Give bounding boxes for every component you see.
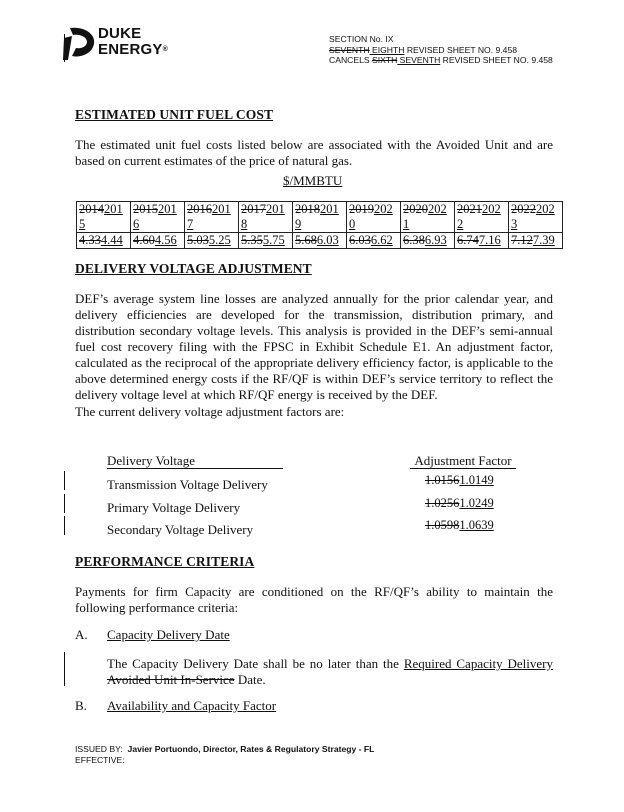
issued-by-value: Javier Portuondo, Director, Rates & Regulatory Strategy - FL xyxy=(127,744,375,754)
logo-line-2: ENERGY xyxy=(98,41,163,58)
cancels-sheet-line: CANCELS SIXTH SEVENTH REVISED SHEET NO. 9.458 xyxy=(329,55,553,65)
section-number: SECTION No. IX xyxy=(329,34,394,44)
fuel-cost-year-cell: 2020202 1 xyxy=(401,202,455,233)
fuel-cost-value-cell: 6.386.93 xyxy=(401,233,455,249)
fuel-cost-value-cell: 5.686.03 xyxy=(293,233,347,249)
fuel-cost-value-cell: 5.355.75 xyxy=(239,233,293,249)
voltage-col-factor-header: Adjustment Factor xyxy=(410,453,516,469)
voltage-row-factor: 1.02561.0249 xyxy=(425,496,494,510)
fuel-cost-year-cell: 2014201 5 xyxy=(77,202,131,233)
voltage-heading: DELIVERY VOLTAGE ADJUSTMENT xyxy=(75,261,312,276)
fuel-cost-year-cell: 2022202 3 xyxy=(509,202,563,233)
revised-sheet-line: SEVENTH EIGHTH REVISED SHEET NO. 9.458 xyxy=(329,44,518,55)
voltage-col-delivery-header: Delivery Voltage xyxy=(107,453,283,469)
fuel-cost-value-cell: 7.127.39 xyxy=(509,233,563,249)
fuel-cost-value-cell: 4.334.44 xyxy=(77,233,131,249)
fuel-cost-year-cell: 2018201 9 xyxy=(293,202,347,233)
item-a-text: The Capacity Delivery Date shall be no later than the Required Capacity Delivery Avoided Unit In-Service Date. xyxy=(107,656,553,687)
fuel-cost-value-cell: 6.036.62 xyxy=(347,233,401,249)
performance-heading: PERFORMANCE CRITERIA xyxy=(75,554,255,569)
footer xyxy=(75,744,374,765)
issued-by-label: ISSUED BY: xyxy=(75,744,123,754)
fuel-cost-year-cell: 2019202 0 xyxy=(347,202,401,233)
logo-line-1: DUKE xyxy=(98,25,142,42)
fuel-cost-year-cell: 2021202 2 xyxy=(455,202,509,233)
item-a-new-text: Required Capacity Delivery xyxy=(403,656,553,671)
voltage-row-label: Primary Voltage Delivery xyxy=(107,500,241,515)
item-b-title: Availability and Capacity Factor xyxy=(107,698,277,713)
effective-label: EFFECTIVE: xyxy=(75,754,125,765)
item-b-marker: B. xyxy=(75,698,87,713)
fuel-cost-value-cell: 4.604.56 xyxy=(131,233,185,249)
item-a-struck-text: Avoided Unit In-Service xyxy=(107,672,235,687)
sheet-header xyxy=(329,34,553,66)
fuel-cost-value-cell: 6.747.16 xyxy=(455,233,509,249)
fuel-cost-intro: The estimated unit fuel costs listed below are associated with the Avoided Unit and are based on current estimates of the price of natural gas. xyxy=(75,137,553,168)
voltage-row-2-revision-bar xyxy=(64,494,65,513)
fuel-cost-table xyxy=(76,201,563,249)
voltage-row-label: Secondary Voltage Delivery xyxy=(107,522,254,537)
fuel-cost-heading: ESTIMATED UNIT FUEL COST xyxy=(75,107,274,122)
item-a-marker: A. xyxy=(75,627,88,642)
fuel-cost-year-cell: 2015201 6 xyxy=(131,202,185,233)
voltage-row-label: Transmission Voltage Delivery xyxy=(107,477,268,492)
fuel-cost-year-cell: 2016201 7 xyxy=(185,202,239,233)
header-revision-bar xyxy=(64,34,65,62)
performance-intro: Payments for firm Capacity are conditioned on the RF/QF’s ability to maintain the following performance criteria: xyxy=(75,584,553,615)
fuel-cost-values-row xyxy=(77,233,563,249)
item-a-revision-bar xyxy=(64,652,65,686)
duke-energy-emblem-icon xyxy=(62,24,102,64)
voltage-row-3-revision-bar xyxy=(64,516,65,535)
fuel-cost-year-cell: 2017201 8 xyxy=(239,202,293,233)
duke-energy-logo xyxy=(62,22,182,66)
fuel-cost-value-cell: 5.035.25 xyxy=(185,233,239,249)
logo-registered-mark: ® xyxy=(162,46,168,53)
fuel-cost-unit: $/MMBTU xyxy=(283,173,343,188)
voltage-row-1-revision-bar xyxy=(64,471,65,490)
voltage-row-factor: 1.05981.0639 xyxy=(425,518,494,532)
voltage-row-factor: 1.01561.0149 xyxy=(425,473,494,487)
fuel-cost-years-row xyxy=(77,202,563,233)
voltage-paragraph: DEF’s average system line losses are analyzed annually for the prior calendar year, and delivery efficiencies are developed for the transmission, distribution primary, and distribution secondary voltage levels. This analysis is provided in the DEF’s semi-annual fuel cost recovery filing with the FPSC in Exhibit Schedule E1. An adjustment factor, calculated as the reciprocal of the appropriate delivery efficiency factor, is applicable to the above determined energy costs if the RF/QF is within DEF’s service territory to reflect the delivery voltage level at which RF/QF energy is received by the DEF. xyxy=(75,291,553,402)
voltage-factors-intro: The current delivery voltage adjustment factors are: xyxy=(75,404,345,419)
item-a-title: Capacity Delivery Date xyxy=(107,627,230,642)
